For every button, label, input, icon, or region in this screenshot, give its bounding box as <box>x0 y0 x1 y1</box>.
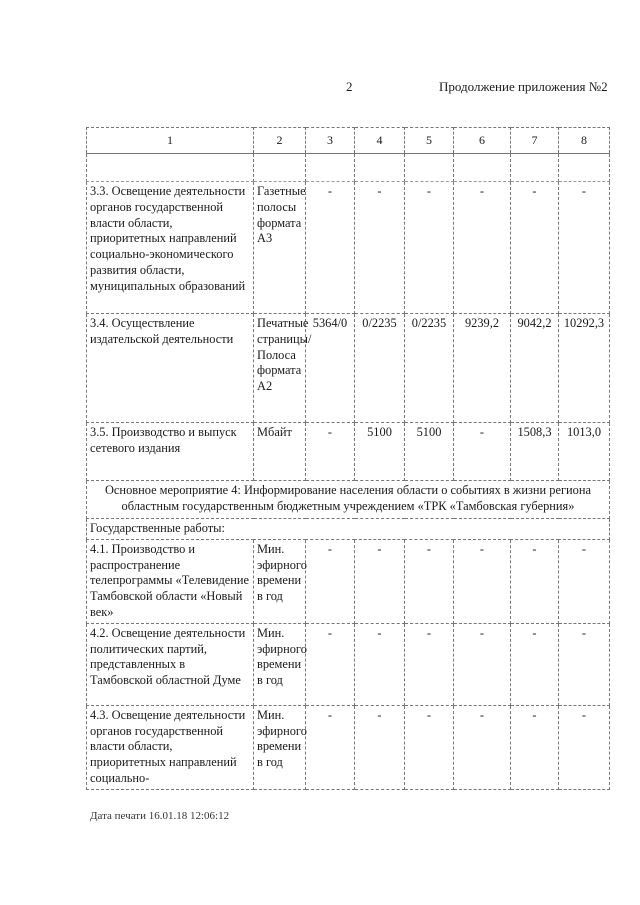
unit-of-measure: Мин. эфирного времени в год <box>254 623 306 705</box>
column-header: 3 <box>306 128 355 154</box>
page-number: 2 <box>346 79 353 94</box>
unit-of-measure: Мбайт <box>254 423 306 481</box>
value-col-8: - <box>559 705 610 789</box>
value-col-7: - <box>511 705 559 789</box>
column-header: 1 <box>87 128 254 154</box>
table-row <box>87 182 610 314</box>
work-name: 3.3. Освещение деятельности органов государственной власти области, приоритетных направлений социально-экономического развития области, муниципальных образований <box>87 182 254 314</box>
section-subheading: Государственные работы: <box>87 519 610 540</box>
column-header: 6 <box>454 128 511 154</box>
column-header: 5 <box>405 128 454 154</box>
value-col-4: - <box>355 705 405 789</box>
table-row <box>87 705 610 789</box>
value-col-4: - <box>355 182 405 314</box>
work-name: 4.1. Производство и распространение телепрограммы «Телевидение Тамбовской области «Новый век» <box>87 539 254 623</box>
value-col-8: - <box>559 623 610 705</box>
value-col-5: 0/2235 <box>405 314 454 423</box>
table-row <box>87 314 610 423</box>
value-col-5: - <box>405 623 454 705</box>
work-name: 3.4. Осуществление издательской деятельности <box>87 314 254 423</box>
spacer-row <box>87 154 610 182</box>
value-col-6: - <box>454 705 511 789</box>
unit-of-measure: Мин. эфирного времени в год <box>254 705 306 789</box>
value-col-3: - <box>306 539 355 623</box>
column-header: 4 <box>355 128 405 154</box>
value-col-8: - <box>559 539 610 623</box>
unit-of-measure: Печатные страницы/ Полоса формата А2 <box>254 314 306 423</box>
value-col-7: - <box>511 539 559 623</box>
value-col-4: - <box>355 623 405 705</box>
value-col-5: - <box>405 182 454 314</box>
value-col-3: 5364/0 <box>306 314 355 423</box>
column-header: 8 <box>559 128 610 154</box>
value-col-8: 10292,3 <box>559 314 610 423</box>
value-col-6: - <box>454 182 511 314</box>
value-col-7: - <box>511 182 559 314</box>
column-header: 2 <box>254 128 306 154</box>
value-col-4: 0/2235 <box>355 314 405 423</box>
unit-of-measure: Газетные полосы формата А3 <box>254 182 306 314</box>
value-col-8: 1013,0 <box>559 423 610 481</box>
value-col-6: - <box>454 539 511 623</box>
table-row <box>87 539 610 623</box>
appendix-continuation-note: Продолжение приложения №2 <box>439 79 608 94</box>
value-col-4: 5100 <box>355 423 405 481</box>
value-col-6: 9239,2 <box>454 314 511 423</box>
table-row <box>87 623 610 705</box>
value-col-3: - <box>306 182 355 314</box>
value-col-5: - <box>405 539 454 623</box>
value-col-3: - <box>306 705 355 789</box>
value-col-5: - <box>405 705 454 789</box>
work-name: 3.5. Производство и выпуск сетевого издания <box>87 423 254 481</box>
table-row <box>87 423 610 481</box>
value-col-4: - <box>355 539 405 623</box>
work-name: 4.2. Освещение деятельности политических партий, представленных в Тамбовской областной Думе <box>87 623 254 705</box>
print-date-footer: Дата печати 16.01.18 12:06:12 <box>90 810 230 822</box>
value-col-7: 1508,3 <box>511 423 559 481</box>
value-col-3: - <box>306 423 355 481</box>
work-name: 4.3. Освещение деятельности органов государственной власти области, приоритетных направлений социально- <box>87 705 254 789</box>
value-col-7: 9042,2 <box>511 314 559 423</box>
value-col-7: - <box>511 623 559 705</box>
unit-of-measure: Мин. эфирного времени в год <box>254 539 306 623</box>
section-row <box>87 481 610 519</box>
section-title: Основное мероприятие 4: Информирование населения области о событиях в жизни региона областным государственным бюджетным учреждением «ТРК «Тамбовская губерния» <box>87 481 610 519</box>
column-header-row <box>87 128 610 154</box>
subheading-row <box>87 519 610 540</box>
value-col-6: - <box>454 623 511 705</box>
value-col-8: - <box>559 182 610 314</box>
value-col-3: - <box>306 623 355 705</box>
value-col-5: 5100 <box>405 423 454 481</box>
column-header: 7 <box>511 128 559 154</box>
appendix-table <box>86 127 610 790</box>
value-col-6: - <box>454 423 511 481</box>
